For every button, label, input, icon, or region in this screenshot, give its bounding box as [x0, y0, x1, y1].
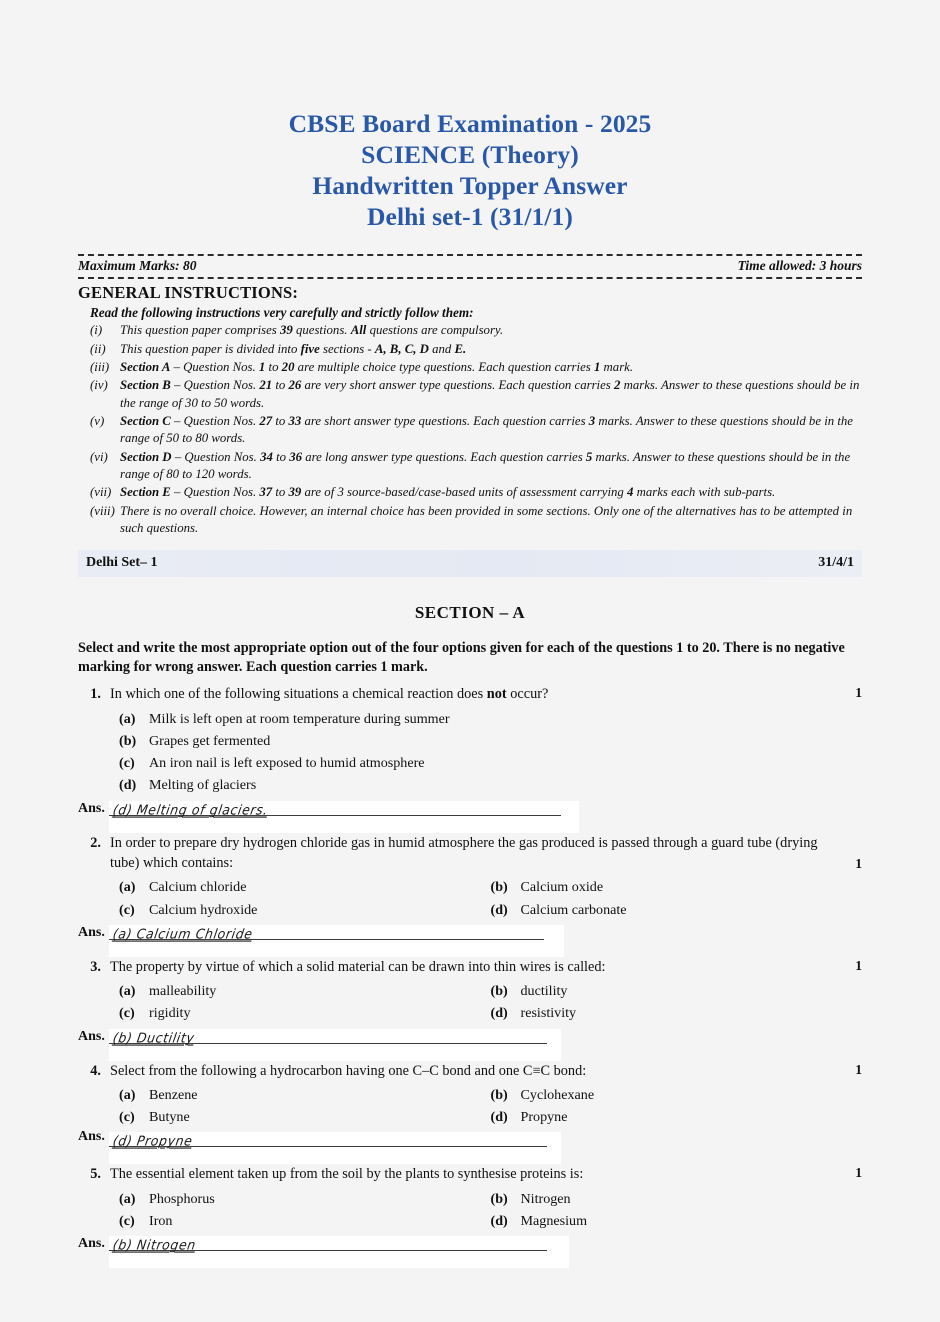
maximum-marks: Maximum Marks: 80: [78, 258, 197, 274]
instruction-text: Section B – Question Nos. 21 to 26 are very short answer type questions. Each question carries 2 marks. Answer to these questions should be in the range of 30 to 50 words.: [120, 377, 860, 410]
handwritten-answer-paper: [109, 925, 564, 957]
option-list: [119, 876, 862, 921]
question-marks: 1: [855, 1061, 862, 1077]
option-label: (c): [119, 1109, 135, 1126]
question-number: 4.: [90, 1062, 101, 1079]
option-row: [119, 1106, 862, 1128]
instruction-item: [90, 503, 862, 538]
option-label: (b): [490, 1086, 508, 1103]
section-heading: SECTION – A: [414, 602, 526, 622]
option-label: (d): [490, 1109, 508, 1126]
option-value: An iron nail is left exposed to humid atmosphere: [149, 755, 425, 772]
instruction-number: (viii): [90, 503, 115, 518]
option-row: [119, 1188, 862, 1210]
question-number: 1.: [90, 686, 101, 703]
question-heading-row: [78, 1164, 862, 1184]
option-label: (d): [490, 1212, 508, 1229]
option-row: [119, 1002, 862, 1024]
answer-label: Ans.: [78, 1028, 105, 1044]
question-number: 2.: [90, 834, 101, 851]
set-bar-paper-code: 31/4/1: [818, 555, 854, 571]
option-row: [119, 1084, 862, 1106]
option-label: (b): [490, 1190, 508, 1207]
option-item[interactable]: [491, 1084, 863, 1106]
instruction-item: [90, 377, 862, 412]
handwritten-answer-text: (b) Ductility: [111, 1028, 196, 1046]
option-value: Calcium chloride: [149, 879, 247, 896]
option-label: (d): [490, 1005, 508, 1022]
answer-label: Ans.: [78, 800, 105, 816]
option-item[interactable]: [119, 1002, 491, 1024]
instruction-item: [90, 322, 862, 340]
instruction-number: (iv): [90, 377, 108, 392]
handwritten-answer-paper: [109, 801, 579, 833]
answer-strip: [78, 1236, 862, 1268]
handwritten-answer-text: (d) Melting of glaciers.: [111, 801, 270, 818]
option-value: ductility: [520, 983, 568, 1000]
title-line-4: Delhi set-1 (31/1/1): [367, 202, 573, 232]
question-marks: 1: [855, 1165, 862, 1181]
instruction-number: (vi): [90, 449, 108, 464]
option-value: Butyne: [149, 1109, 190, 1126]
option-value: Milk is left open at room temperature during summer: [149, 710, 450, 727]
instruction-number: (vii): [90, 485, 112, 500]
handwritten-answer-text: (a) Calcium Chloride: [111, 925, 254, 942]
instruction-text: There is no overall choice. However, an internal choice has been provided in some sections. Only one of the alternatives has to be attempted in such questions.: [120, 503, 853, 536]
question-text: Select from the following a hydrocarbon having one C–C bond and one C≡C bond:: [110, 1062, 587, 1079]
option-item[interactable]: [491, 1002, 863, 1024]
answer-label: Ans.: [78, 1129, 105, 1145]
option-value: Propyne: [520, 1109, 568, 1126]
option-label: (b): [490, 879, 508, 896]
question-heading-row: [78, 833, 862, 874]
option-label: (b): [490, 983, 508, 1000]
option-value: Nitrogen: [520, 1190, 571, 1207]
option-item[interactable]: [119, 899, 491, 921]
option-label: (c): [119, 901, 135, 918]
option-list: [119, 708, 862, 797]
instruction-number: (v): [90, 413, 105, 428]
option-item[interactable]: [119, 1210, 491, 1232]
instruction-text: Section C – Question Nos. 27 to 33 are short answer type questions. Each question carries 3 marks. Answer to these questions should be in the range of 50 to 80 words.: [120, 413, 853, 446]
option-row: [119, 752, 862, 774]
section-intro-text: Select and write the most appropriate option out of the four options given for each of the questions 1 to 20. There is no negative marking for wrong answer. Each question carries 1 mark.: [78, 639, 845, 675]
instruction-number: (i): [90, 323, 103, 338]
instruction-item: [90, 341, 862, 359]
question-heading-row: [78, 684, 862, 704]
question-marks: 1: [855, 957, 862, 973]
option-item[interactable]: [119, 1084, 491, 1106]
option-label: (a): [119, 710, 136, 727]
question-number: 3.: [90, 958, 101, 975]
question-text: In order to prepare dry hydrogen chloride gas in humid atmosphere the gas produced is passed through a guard tube (drying tube) which contains:: [110, 834, 818, 871]
question-marks: 1: [855, 855, 862, 871]
option-row: [119, 980, 862, 1002]
option-list: [119, 980, 862, 1025]
option-item[interactable]: [491, 1106, 863, 1128]
option-value: Phosphorus: [149, 1190, 215, 1207]
option-value: Calcium oxide: [520, 879, 604, 896]
answer-strip: [78, 1129, 862, 1164]
option-label: (a): [119, 1086, 136, 1103]
instruction-text: Section E – Question Nos. 37 to 39 are of 3 source-based/case-based units of assessment carrying 4 marks each with sub-parts.: [120, 485, 776, 500]
option-value: Magnesium: [520, 1212, 588, 1229]
instruction-item: [90, 484, 862, 502]
handwritten-answer-paper: [109, 1132, 561, 1164]
option-value: Benzene: [149, 1086, 198, 1103]
option-list: [119, 1084, 862, 1129]
option-value: rigidity: [149, 1005, 191, 1022]
option-item[interactable]: [119, 752, 425, 774]
option-item[interactable]: [491, 899, 863, 921]
option-value: Iron: [149, 1212, 173, 1229]
option-item[interactable]: [119, 876, 491, 898]
instruction-number: (ii): [90, 341, 106, 356]
option-item[interactable]: [491, 1210, 863, 1232]
set-bar: [78, 550, 862, 577]
option-item[interactable]: [119, 980, 491, 1002]
option-item[interactable]: [119, 1188, 491, 1210]
general-instructions-list: [90, 322, 862, 537]
title-line-1: CBSE Board Examination - 2025: [288, 109, 652, 138]
option-item[interactable]: [491, 876, 863, 898]
option-label: (c): [119, 1005, 135, 1022]
option-label: (d): [119, 777, 137, 794]
option-value: Melting of glaciers: [149, 777, 257, 794]
question-block: [78, 957, 862, 1061]
handwritten-answer-paper: [109, 1029, 561, 1061]
instruction-text: Section A – Question Nos. 1 to 20 are multiple choice type questions. Each question carries 1 mark.: [120, 359, 634, 374]
option-item[interactable]: [119, 708, 450, 730]
option-item[interactable]: [119, 774, 256, 796]
answer-strip: [78, 1029, 862, 1061]
answer-strip: [78, 925, 862, 957]
option-value: resistivity: [520, 1005, 577, 1022]
option-row: [119, 730, 862, 752]
instruction-item: [90, 413, 862, 448]
option-label: (b): [119, 732, 137, 749]
time-allowed: Time allowed: 3 hours: [737, 258, 862, 274]
option-label: (a): [119, 1190, 136, 1207]
answer-strip: [78, 801, 862, 833]
question-block: [78, 833, 862, 957]
instruction-item: [90, 449, 862, 484]
question-list: [78, 684, 862, 1268]
general-instructions-heading: GENERAL INSTRUCTIONS:: [78, 283, 299, 303]
option-row: [119, 1210, 862, 1232]
instruction-text: This question paper is divided into five sections - A, B, C, D and E.: [120, 341, 467, 356]
option-label: (a): [119, 879, 136, 896]
instruction-text: This question paper comprises 39 questions. All questions are compulsory.: [120, 323, 504, 338]
exam-meta-bar: [78, 254, 862, 279]
option-value: Calcium carbonate: [520, 901, 627, 918]
option-row: [119, 774, 862, 796]
handwritten-answer-text: (d) Propyne: [111, 1132, 194, 1150]
question-block: [78, 1061, 862, 1165]
option-label: (a): [119, 983, 136, 1000]
answer-label: Ans.: [78, 924, 105, 940]
question-marks: 1: [855, 685, 862, 701]
question-text: The essential element taken up from the soil by the plants to synthesise proteins is:: [110, 1166, 584, 1183]
question-text: In which one of the following situations a chemical reaction does not occur?: [110, 686, 549, 703]
handwritten-answer-paper: [109, 1236, 569, 1268]
option-item[interactable]: [491, 980, 863, 1002]
instruction-number: (iii): [90, 359, 110, 374]
option-value: Cyclohexane: [520, 1086, 595, 1103]
question-heading-row: [78, 1061, 862, 1081]
instruction-item: [90, 359, 862, 377]
option-value: Grapes get fermented: [149, 732, 271, 749]
question-block: [78, 1164, 862, 1268]
handwritten-answer-text: (b) Nitrogen: [111, 1236, 198, 1253]
question-text: The property by virtue of which a solid material can be drawn into thin wires is called:: [110, 958, 606, 975]
general-instructions-subheading: Read the following instructions very carefully and strictly follow them:: [90, 305, 474, 321]
question-heading-row: [78, 957, 862, 977]
option-row: [119, 708, 862, 730]
option-item[interactable]: [119, 1106, 491, 1128]
option-row: [119, 899, 862, 921]
title-line-3: Handwritten Topper Answer: [312, 171, 628, 201]
answer-label: Ans.: [78, 1236, 105, 1252]
option-value: malleability: [149, 983, 217, 1000]
option-row: [119, 876, 862, 898]
option-item[interactable]: [119, 730, 270, 752]
option-label: (c): [119, 1212, 135, 1229]
instruction-text: Section D – Question Nos. 34 to 36 are long answer type questions. Each question carries 5 marks. Answer to these questions should be in the range of 80 to 120 words.: [120, 449, 851, 482]
question-block: [78, 684, 862, 832]
option-list: [119, 1188, 862, 1233]
option-value: Calcium hydroxide: [149, 901, 258, 918]
option-label: (d): [490, 901, 508, 918]
option-label: (c): [119, 755, 135, 772]
title-line-2: SCIENCE (Theory): [361, 140, 579, 170]
page-title: [78, 0, 862, 232]
set-bar-left-label: Delhi Set– 1: [86, 555, 158, 571]
option-item[interactable]: [491, 1188, 863, 1210]
question-number: 5.: [90, 1166, 101, 1183]
